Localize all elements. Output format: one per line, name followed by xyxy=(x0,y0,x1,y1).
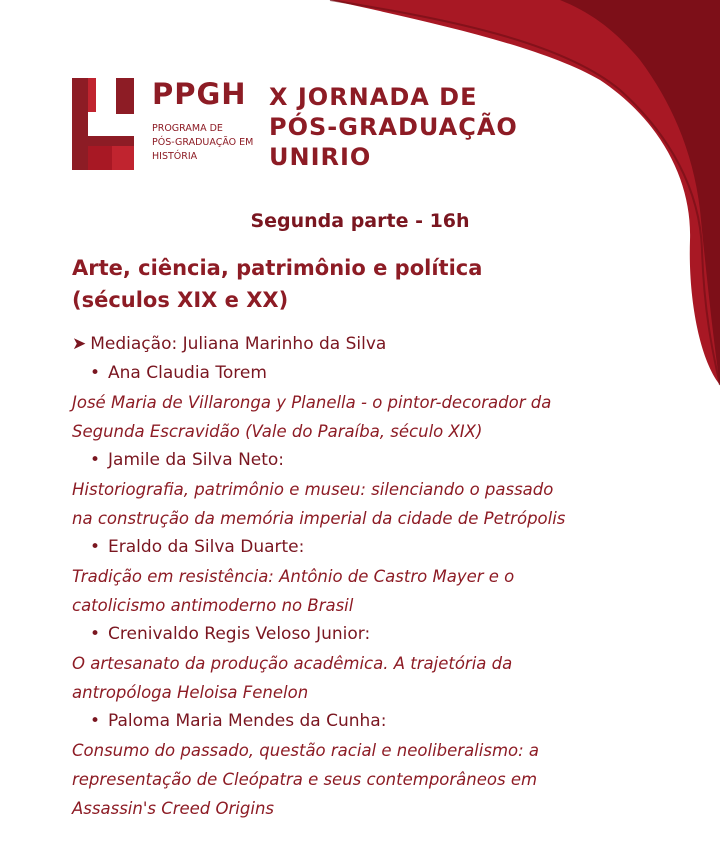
program-line: HISTÓRIA xyxy=(152,151,198,162)
presenter-name xyxy=(72,446,702,475)
bullet-icon: • xyxy=(90,450,101,470)
event-title-line: PÓS-GRADUAÇÃO xyxy=(269,113,518,141)
talk-title-line: Assassin's Creed Origins xyxy=(72,799,274,818)
talk-title-line: José Maria de Villaronga y Planella - o pintor-decorador da xyxy=(72,393,552,412)
talk-title-line: Segunda Escravidão (Vale do Paraíba, século XIX) xyxy=(72,422,483,441)
brand-acronym: PPGH xyxy=(152,77,247,111)
ppgh-logo-icon xyxy=(72,78,136,170)
bullet-icon: • xyxy=(90,537,101,557)
program-line: PÓS-GRADUAÇÃO EM xyxy=(152,137,254,148)
presenter-name xyxy=(72,620,702,649)
presenter-name xyxy=(72,533,702,562)
program-name xyxy=(152,122,253,164)
talk-title-line: catolicismo antimoderno no Brasil xyxy=(72,596,354,615)
presenter-name xyxy=(72,707,702,736)
talk-title-line: Tradição em resistência: Antônio de Castro Mayer e o xyxy=(72,567,515,586)
event-title-line: X JORNADA DE xyxy=(269,83,478,111)
talk-title-line: antropóloga Heloisa Fenelon xyxy=(72,683,309,702)
mediation-text: Mediação: Juliana Marinho da Silva xyxy=(90,334,387,354)
session-subtitle: Segunda parte - 16h xyxy=(250,210,470,232)
presenter-text: Ana Claudia Torem xyxy=(108,363,267,383)
bullet-icon: • xyxy=(90,363,101,383)
presenter-text: Crenivaldo Regis Veloso Junior: xyxy=(108,624,371,644)
talk-title-line: representação de Cleópatra e seus contemporâneos em xyxy=(72,770,538,789)
talk-title-line: O artesanato da produção acadêmica. A trajetória da xyxy=(72,654,513,673)
bullet-icon: • xyxy=(90,711,101,731)
bullet-icon: • xyxy=(90,624,101,644)
session-program xyxy=(72,330,702,823)
arrow-right-icon: ➤ xyxy=(72,334,87,354)
talk-title-line: Historiografia, patrimônio e museu: silenciando o passado xyxy=(72,480,554,499)
presenter-text: Paloma Maria Mendes da Cunha: xyxy=(108,711,387,731)
talk-title-line: na construção da memória imperial da cidade de Petrópolis xyxy=(72,509,566,528)
presenter-name xyxy=(72,359,702,388)
theme-line: (séculos XIX e XX) xyxy=(72,288,289,312)
theme-line: Arte, ciência, patrimônio e política xyxy=(72,256,483,280)
program-line: PROGRAMA DE xyxy=(152,123,223,134)
mediation-line xyxy=(72,330,702,359)
talk-title-line: Consumo do passado, questão racial e neoliberalismo: a xyxy=(72,741,540,760)
presenter-text: Jamile da Silva Neto: xyxy=(108,450,285,470)
presenter-text: Eraldo da Silva Duarte: xyxy=(108,537,305,557)
event-title xyxy=(269,82,518,172)
session-theme xyxy=(72,252,632,316)
event-title-line: UNIRIO xyxy=(269,143,372,171)
